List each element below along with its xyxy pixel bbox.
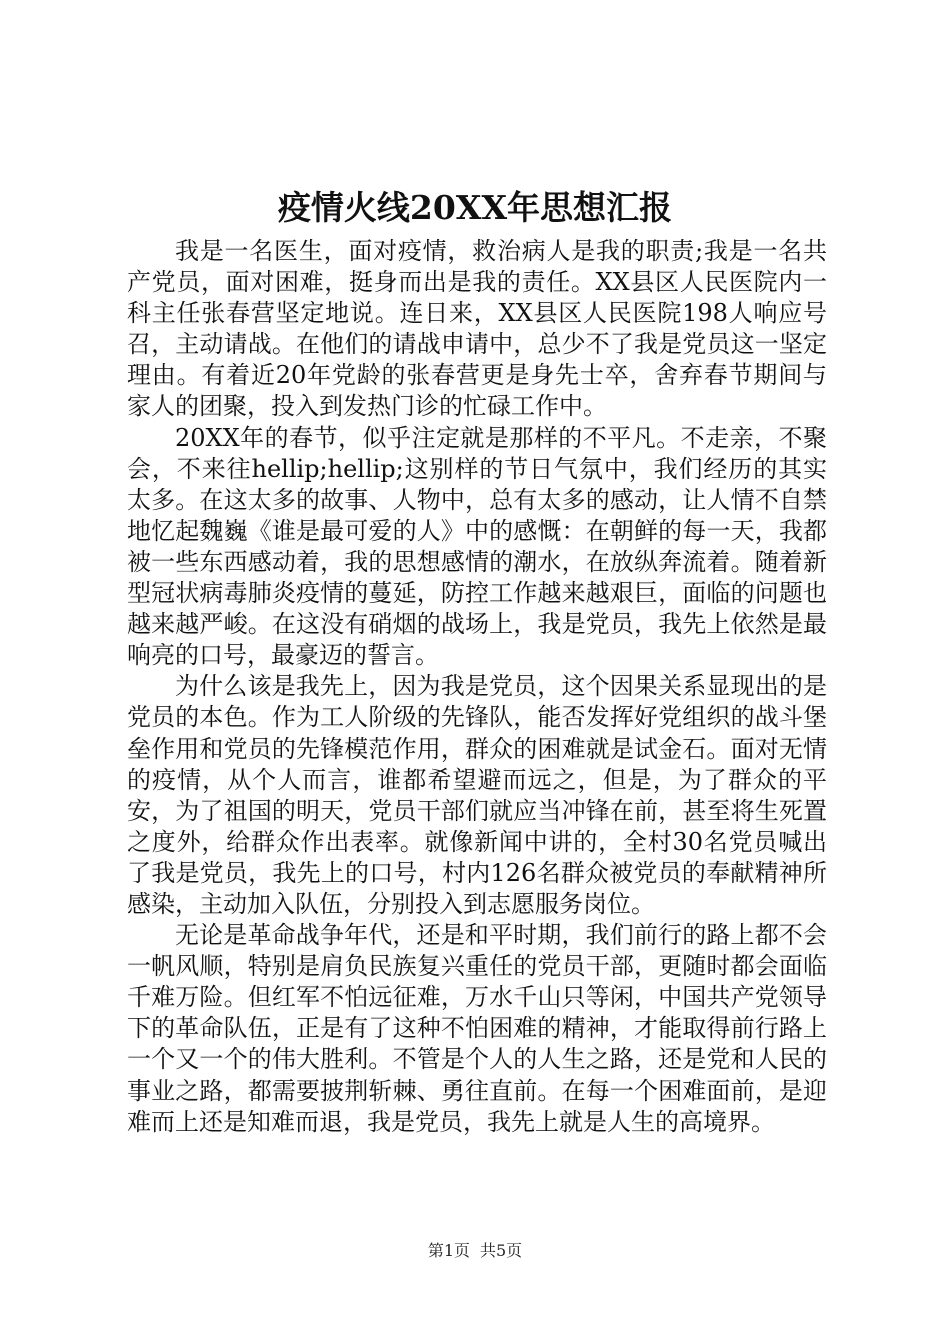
- page-total: 共5页: [480, 1241, 523, 1260]
- paragraph-2: 20XX年的春节，似乎注定就是那样的不平凡。不走亲，不聚会，不来往hellip;hellip;这别样的节日气氛中，我们经历的其实太多。在这太多的故事、人物中，总有太多的感动，让人情不自禁地忆起魏巍《谁是最可爱的人》中的感慨：在朝鲜的每一天，我都被一些东西感动着，我的思想感情的潮水，在放纵奔流着。随着新型冠状病毒肺炎疫情的蔓延，防控工作越来越艰巨，面临的问题也越来越严峻。在这没有硝烟的战场上，我是党员，我先上依然是最响亮的口号，最豪迈的誓言。: [127, 423, 827, 670]
- page-number: 第1页: [427, 1241, 470, 1260]
- paragraph-1: 我是一名医生，面对疫情，救治病人是我的职责;我是一名共产党员，面对困难，挺身而出是我的责任。XX县区人民医院内一科主任张春营坚定地说。连日来，XX县区人民医院198人响应号召，主动请战。在他们的请战申请中，总少不了我是党员这一坚定理由。有着近20年党龄的张春营更是身先士卒，舍弃春节期间与家人的团聚，投入到发热门诊的忙碌工作中。: [127, 237, 827, 421]
- document-title: 疫情火线20XX年思想汇报: [277, 188, 673, 227]
- paragraph-4: 无论是革命战争年代，还是和平时期，我们前行的路上都不会一帆风顺，特别是肩负民族复兴重任的党员干部，更随时都会面临千难万险。但红军不怕远征难，万水千山只等闲，中国共产党领导下的革命队伍，正是有了这种不怕困难的精神，才能取得前行路上一个又一个的伟大胜利。不管是个人的人生之路，还是党和人民的事业之路，都需要披荆斩棘、勇往直前。在每一个困难面前，是迎难而上还是知难而退，我是党员，我先上就是人生的高境界。: [127, 921, 827, 1136]
- page-footer: [0, 1240, 950, 1262]
- paragraph-3: 为什么该是我先上，因为我是党员，这个因果关系显现出的是党员的本色。作为工人阶级的先锋队，能否发挥好党组织的战斗堡垒作用和党员的先锋模范作用，群众的困难就是试金石。面对无情的疫情，从个人而言，谁都希望避而远之，但是，为了群众的平安，为了祖国的明天，党员干部们就应当冲锋在前，甚至将生死置之度外，给群众作出表率。就像新闻中讲的，全村30名党员喊出了我是党员，我先上的口号，村内126名群众被党员的奉献精神所感染，主动加入队伍，分别投入到志愿服务岗位。: [127, 672, 827, 918]
- document-body: [127, 236, 827, 1138]
